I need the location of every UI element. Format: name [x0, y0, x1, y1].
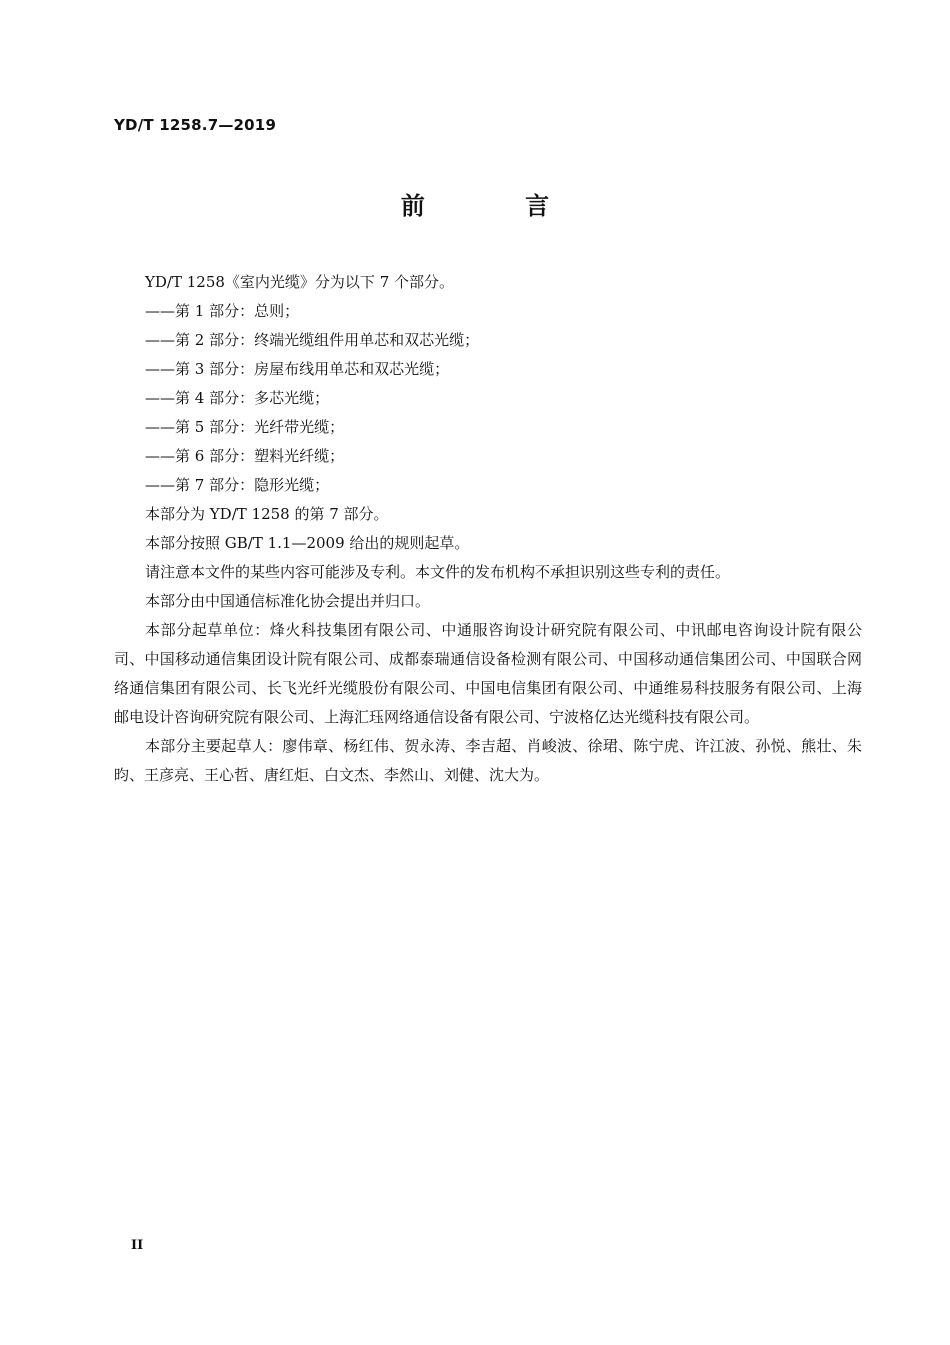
- paragraph: 本部分由中国通信标准化协会提出并归口。: [145, 592, 431, 610]
- patent-notice: 请注意本文件的某些内容可能涉及专利。本文件的发布机构不承担识别这些专利的责任。: [145, 563, 731, 581]
- part-list-item: ——第 2 部分：终端光缆组件用单芯和双芯光缆；: [145, 331, 480, 349]
- paragraph: YD/T 1258《室内光缆》分为以下 7 个部分。: [145, 273, 455, 291]
- part-list-item: ——第 1 部分：总则；: [145, 302, 300, 320]
- paragraph: 本部分为 YD/T 1258 的第 7 部分。: [145, 505, 389, 523]
- drafters: 本部分主要起草人：廖伟章、杨红伟、贺永涛、李吉超、肖峻波、徐珺、陈宁虎、许江波、孙悦、熊壮、朱昀、王彦亮、王心哲、唐红炬、白文杰、李然山、刘健、沈大为。: [114, 737, 862, 784]
- part-list-item: ——第 6 部分：塑料光纤缆；: [145, 447, 345, 465]
- drafting-organizations: 本部分起草单位：烽火科技集团有限公司、中通服咨询设计研究院有限公司、中讯邮电咨询设计院有限公司、中国移动通信集团设计院有限公司、成都泰瑞通信设备检测有限公司、中国移动通信集团公司、中国联合网络通信集团有限公司、长飞光纤光缆股份有限公司、中国电信集团有限公司、中通维易科技服务有限公司、上海邮电设计咨询研究院有限公司、上海汇珏网络通信设备有限公司、宁波格亿达光缆科技有限公司。: [114, 621, 862, 726]
- page-title: 前 言: [400, 192, 596, 220]
- part-list-item: ——第 7 部分：隐形光缆；: [145, 476, 330, 494]
- standard-code: YD/T 1258.7—2019: [114, 116, 277, 134]
- paragraph: 本部分按照 GB/T 1.1—2009 给出的规则起草。: [145, 534, 470, 552]
- foreword-body: [114, 268, 862, 790]
- page-number: II: [131, 1238, 144, 1253]
- part-list-item: ——第 4 部分：多芯光缆；: [145, 389, 330, 407]
- part-list-item: ——第 5 部分：光纤带光缆；: [145, 418, 345, 436]
- part-list-item: ——第 3 部分：房屋布线用单芯和双芯光缆；: [145, 360, 450, 378]
